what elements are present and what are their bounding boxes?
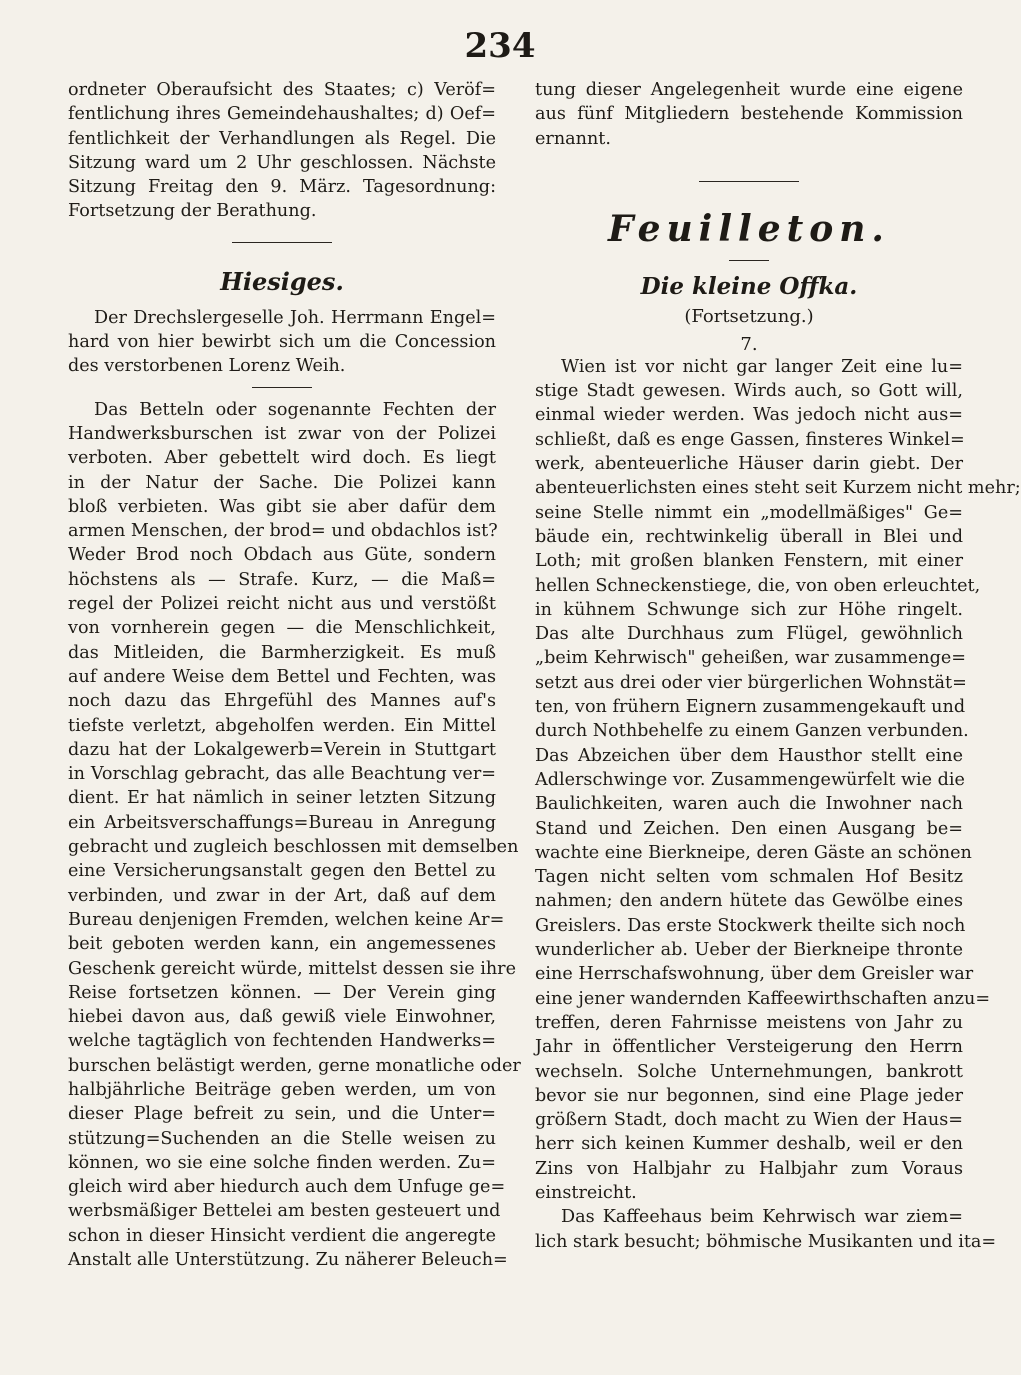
- text-line: bäude ein, rechtwinkelig überall in Blei und: [535, 526, 963, 547]
- text-line: in kühnem Schwunge sich zur Höhe ringelt.: [535, 599, 963, 620]
- text-line: wachte eine Bierkneipe, deren Gäste an schönen: [535, 842, 972, 863]
- text-line: Sitzung Freitag den 9. März. Tagesordnung:: [68, 177, 496, 198]
- story-text: [535, 355, 1021, 1205]
- commission-paragraph: [535, 78, 963, 151]
- continuation-note: (Fortsetzung.): [684, 305, 814, 327]
- text-line: Tagen nicht selten vom schmalen Hof Besitz: [535, 867, 963, 888]
- text-line: Das Betteln oder sogenannte Fechten der: [94, 399, 496, 420]
- text-line: größern Stadt, doch macht zu Wien der Haus=: [535, 1110, 963, 1131]
- left-column: [68, 78, 521, 1272]
- text-line: werbsmäßiger Bettelei am besten gesteuert und: [68, 1201, 501, 1222]
- text-line: schließt, daß es enge Gassen, finsteres Winkel=: [535, 429, 965, 450]
- section-heading-feuilleton: Feuilleton.: [608, 207, 890, 250]
- text-line: in Vorschlag gebracht, das alle Beachtung ver=: [68, 764, 496, 785]
- text-line: Adlerschwinge vor. Zusammengewürfelt wie die: [535, 769, 965, 790]
- notice-paragraph: [68, 306, 496, 379]
- page-number: 234: [464, 26, 536, 66]
- text-line: beit geboten werden kann, ein angemessenes: [68, 934, 496, 955]
- text-line: Baulichkeiten, waren auch die Inwohner nach: [535, 794, 963, 815]
- right-column: [535, 78, 1021, 1254]
- text-line: aus fünf Mitgliedern bestehende Kommission: [535, 104, 963, 125]
- session-report-end: [68, 78, 496, 224]
- text-line: eine Herrschafswohnung, über dem Greisler war: [535, 964, 974, 985]
- text-line: noch dazu das Ehrgefühl des Mannes auf's: [68, 691, 496, 712]
- text-line: Handwerksburschen ist zwar von der Polizei: [68, 423, 496, 444]
- text-line: ten, von frühern Eignern zusammengekauft und: [535, 697, 966, 718]
- text-line: bevor sie nur begonnen, sind eine Plage jeder: [535, 1085, 963, 1106]
- text-line: hard von hier bewirbt sich um die Concession: [68, 332, 496, 353]
- text-line: burschen belästigt werden, gerne monatliche oder: [68, 1055, 521, 1076]
- text-line: von vornherein gegen — die Menschlichkeit,: [68, 618, 496, 639]
- story-title: Die kleine Offka.: [640, 272, 858, 300]
- section-heading-hiesiges: Hiesiges.: [220, 266, 344, 296]
- text-line: hiebei davon aus, daß gewiß viele Einwohner,: [68, 1007, 496, 1028]
- text-line: stützung=Suchenden an die Stelle weisen zu: [68, 1128, 496, 1149]
- text-line: durch Nothbehelfe zu einem Ganzen verbunden.: [535, 721, 969, 742]
- text-line: Anstalt alle Unterstützung. Zu näherer Beleuch=: [68, 1250, 508, 1271]
- text-line: Weder Brod noch Obdach aus Güte, sondern: [68, 545, 496, 566]
- text-line: regel der Polizei reicht nicht aus und verstößt: [68, 594, 496, 615]
- text-line: Fortsetzung der Berathung.: [68, 201, 317, 222]
- text-line: halbjährliche Beiträge geben werden, um von: [68, 1079, 496, 1100]
- text-line: Das alte Durchhaus zum Flügel, gewöhnlich: [535, 624, 963, 645]
- text-line: Zins von Halbjahr zu Halbjahr zum Voraus: [535, 1158, 963, 1179]
- text-line: ein Arbeitsverschaffungs=Bureau in Anregung: [68, 812, 496, 833]
- text-line: Sitzung ward um 2 Uhr geschlossen. Nächste: [68, 152, 496, 173]
- text-line: auf andere Weise dem Bettel und Fechten, was: [68, 666, 496, 687]
- text-line: abenteuerlichsten eines steht seit Kurzem nicht mehr;: [535, 478, 1021, 499]
- text-line: dient. Er hat nämlich in seiner letzten Sitzung: [68, 788, 496, 809]
- text-line: Bureau denjenigen Fremden, welchen keine Ar=: [68, 909, 505, 930]
- text-line: das Mitleiden, die Barmherzigkeit. Es muß: [68, 642, 496, 663]
- text-line: stige Stadt gewesen. Wirds auch, so Gott will,: [535, 381, 963, 402]
- text-line: tung dieser Angelegenheit wurde eine eigene: [535, 80, 963, 100]
- short-divider: [252, 387, 312, 388]
- section-divider: [232, 242, 332, 243]
- text-line: Wien ist vor nicht gar langer Zeit eine lu=: [561, 356, 963, 377]
- text-line: fentlichung ihres Gemeindehaushaltes; d) Oef=: [68, 104, 496, 125]
- text-line: hellen Schneckenstiege, die, von oben erleuchtet,: [535, 575, 981, 596]
- text-line: wunderlicher ab. Ueber der Bierkneipe thronte: [535, 940, 963, 961]
- text-line: höchstens als — Strafe. Kurz, — die Maß=: [68, 569, 496, 590]
- text-line: seine Stelle nimmt ein „modellmäßiges" Ge=: [535, 502, 963, 523]
- chapter-number: 7.: [740, 333, 758, 355]
- text-line: nahmen; den andern hütete das Gewölbe eines: [535, 891, 963, 912]
- text-line: eine jener wandernden Kaffeewirthschaften anzu=: [535, 988, 991, 1009]
- text-line: Das Abzeichen über dem Hausthor stellt eine: [535, 745, 963, 766]
- text-line: schon in dieser Hinsicht verdient die angeregte: [68, 1225, 496, 1246]
- text-line: herr sich keinen Kummer deshalb, weil er den: [535, 1134, 963, 1155]
- short-divider: [729, 260, 769, 261]
- text-line: in der Natur der Sache. Die Polizei kann: [68, 472, 496, 493]
- text-line: verbinden, und zwar in der Art, daß auf dem: [68, 885, 496, 906]
- text-line: wechseln. Solche Unternehmungen, bankrott: [535, 1061, 963, 1082]
- text-line: welche tagtäglich von fechtenden Handwerks=: [68, 1031, 496, 1052]
- text-line: können, wo sie eine solche finden werden. Zu=: [68, 1152, 496, 1173]
- text-line: Greislers. Das erste Stockwerk theilte sich noch: [535, 915, 966, 936]
- text-line: bloß verbieten. Was gibt sie aber dafür dem: [68, 496, 496, 517]
- text-line: einmal wieder werden. Was jedoch nicht aus=: [535, 405, 963, 426]
- begging-article: [68, 398, 521, 1273]
- text-line: werk, abenteuerliche Häuser darin giebt. Der: [535, 454, 963, 475]
- text-line: Der Drechslergeselle Joh. Herrmann Engel=: [94, 307, 496, 328]
- text-line: dieser Plage befreit zu sein, und die Unter=: [68, 1104, 496, 1125]
- text-line: setzt aus drei oder vier bürgerlichen Wohnstät=: [535, 672, 967, 693]
- text-line: Loth; mit großen blanken Fenstern, mit einer: [535, 551, 963, 572]
- text-line: Geschenk gereicht würde, mittelst dessen sie ihre: [68, 958, 516, 979]
- text-line: lich stark besucht; böhmische Musikanten und ita=: [535, 1231, 997, 1252]
- text-line: armen Menschen, der brod= und obdachlos ist?: [68, 521, 498, 542]
- text-line: Jahr in öffentlicher Versteigerung den Herrn: [535, 1037, 963, 1058]
- text-line: Das Kaffeehaus beim Kehrwisch war ziem=: [561, 1207, 963, 1228]
- text-line: ordneter Oberaufsicht des Staates; c) Veröf=: [68, 80, 496, 100]
- text-line: eine Versicherungsanstalt gegen den Bettel zu: [68, 861, 496, 882]
- story-text-continued: [535, 1205, 997, 1254]
- text-line: treffen, deren Fahrnisse meistens von Jahr zu: [535, 1012, 963, 1033]
- text-line: dazu hat der Lokalgewerb=Verein in Stuttgart: [68, 739, 496, 760]
- text-line: des verstorbenen Lorenz Weih.: [68, 356, 346, 377]
- text-line: gebracht und zugleich beschlossen mit demselben: [68, 837, 519, 858]
- text-line: fentlichkeit der Verhandlungen als Regel. Die: [68, 128, 496, 149]
- text-line: verboten. Aber gebettelt wird doch. Es liegt: [68, 448, 496, 469]
- text-line: tiefste verletzt, abgeholfen werden. Ein Mittel: [68, 715, 496, 736]
- text-line: Reise fortsetzen können. — Der Verein ging: [68, 982, 496, 1003]
- text-line: Stand und Zeichen. Den einen Ausgang be=: [535, 818, 963, 839]
- text-line: gleich wird aber hiedurch auch dem Unfuge ge=: [68, 1177, 506, 1198]
- text-line: ernannt.: [535, 128, 611, 149]
- section-divider: [699, 181, 799, 182]
- text-line: „beim Kehrwisch" geheißen, war zusammenge=: [535, 648, 967, 669]
- text-line: einstreicht.: [535, 1182, 637, 1203]
